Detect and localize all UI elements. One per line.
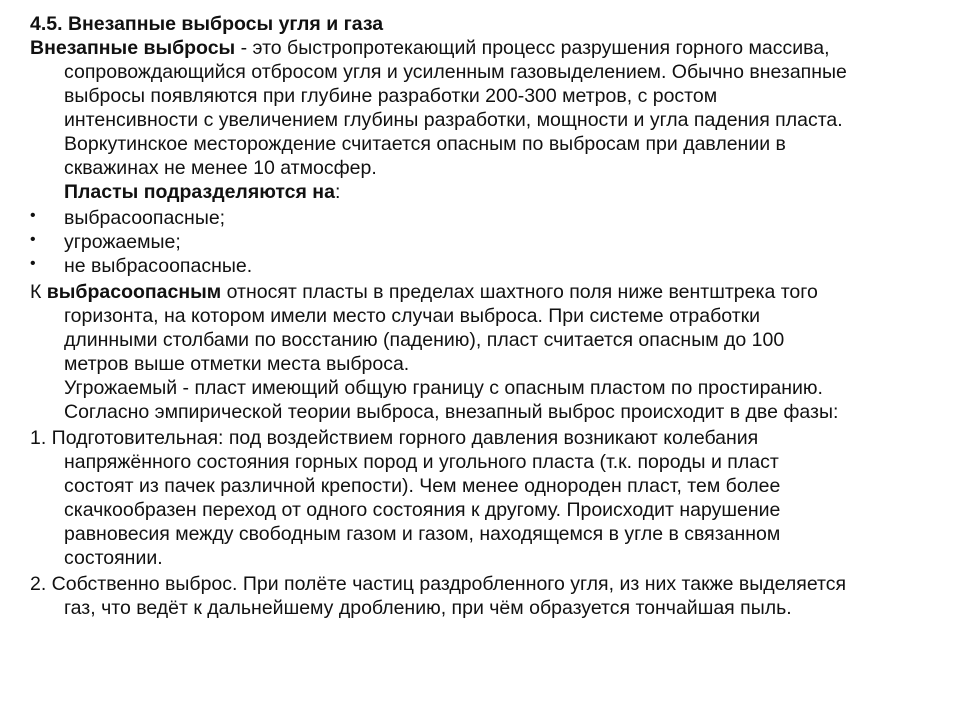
phase-2-first-line: 2. Собственно выброс. При полёте частиц раздробленного угля, из них также выделяется <box>30 573 847 595</box>
intro-line: выбросы появляются при глубине разработки 200-300 метров, с ростом <box>64 85 718 107</box>
phase-1-line: состоят из пачек различной крепости). Чем менее однороден пласт, тем более <box>64 475 781 497</box>
phase-1-line: скачкообразен переход от одного состояния к другому. Происходит нарушение <box>64 499 781 521</box>
classification-heading-text: Пласты подразделяются на <box>64 181 335 203</box>
phase-1-line: равновесия между свободным газом и газом, находящемся в угле в связанном <box>64 523 781 545</box>
outburst-line: горизонта, на котором имели место случаи выброса. При системе отработки <box>64 305 761 327</box>
phase-2-line: газ, что ведёт к дальнейшему дроблению, при чём образуется тончайшая пыль. <box>64 597 792 619</box>
outburst-prefix: К <box>30 281 47 303</box>
intro-line: скважинах не менее 10 атмосфер. <box>64 157 377 179</box>
outburst-line: Угрожаемый - пласт имеющий общую границу с опасным пластом по простиранию. <box>64 377 823 399</box>
outburst-first-line <box>30 280 818 304</box>
list-item: не выбрасоопасные. <box>64 255 253 277</box>
phase-1-line: состоянии. <box>64 547 163 569</box>
outburst-line: длинными столбами по восстанию (падению), пласт считается опасным до 100 <box>64 329 785 351</box>
intro-line: интенсивности с увеличением глубины разработки, мощности и угла падения пласта. <box>64 109 843 131</box>
outburst-term: выбрасоопасным <box>46 281 222 303</box>
phase-1-line: напряжённого состояния горных пород и угольного пласта (т.к. породы и пласт <box>64 451 779 473</box>
classification-heading-colon: : <box>334 181 341 203</box>
bullet-icon: • <box>30 207 36 224</box>
phase-1-first-line: 1. Подготовительная: под воздействием горного давления возникают колебания <box>30 427 759 449</box>
list-item: угрожаемые; <box>64 231 181 253</box>
list-item: выбрасоопасные; <box>64 207 226 229</box>
intro-line1-rest: - это быстропротекающий процесс разрушения горного массива, <box>235 37 830 59</box>
classification-heading <box>64 180 340 204</box>
bullet-icon: • <box>30 255 36 272</box>
outburst-line: Согласно эмпирической теории выброса, внезапный выброс происходит в две фазы: <box>64 401 839 423</box>
outburst-line: метров выше отметки места выброса. <box>64 353 410 375</box>
bullet-icon: • <box>30 231 36 248</box>
section-title: 4.5. Внезапные выбросы угля и газа <box>30 13 384 35</box>
intro-line: сопровождающийся отбросом угля и усиленным газовыделением. Обычно внезапные <box>64 61 847 83</box>
intro-term: Внезапные выбросы <box>30 37 236 59</box>
intro-line: Воркутинское месторождение считается опасным по выбросам при давлении в <box>64 133 786 155</box>
intro-first-line <box>30 36 830 60</box>
outburst-line1-rest: относят пласты в пределах шахтного поля ниже вентштрека того <box>221 281 818 303</box>
